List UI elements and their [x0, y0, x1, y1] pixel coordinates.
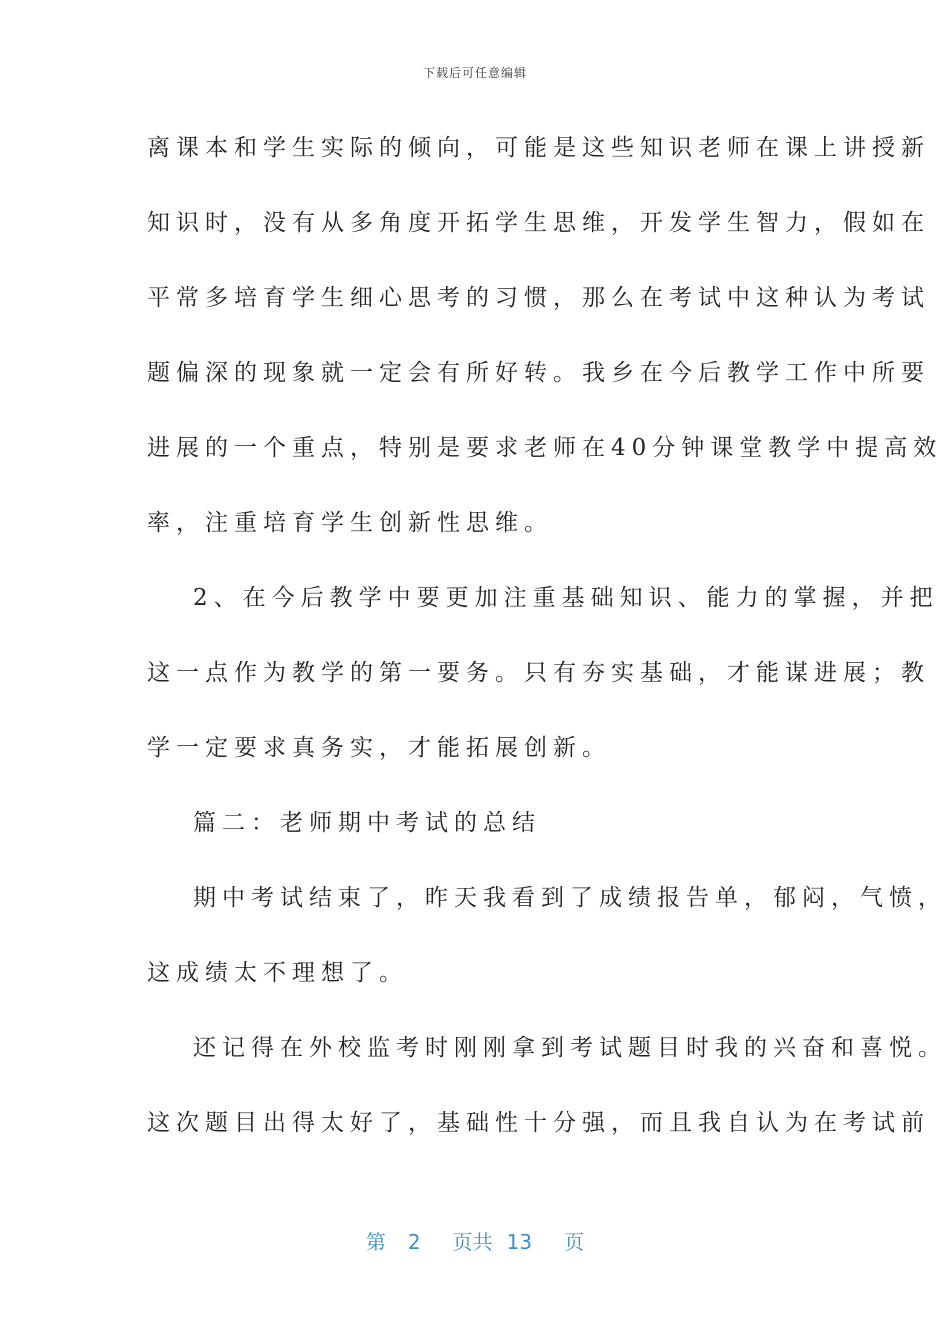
text-line: 平常多培育学生细心思考的习惯，那么在考试中这种认为考试	[147, 285, 930, 311]
paragraph-start: 期中考试结束了，昨天我看到了成绩报告单，郁闷，气愤，	[193, 885, 947, 911]
text-line: 题偏深的现象就一定会有所好转。我乡在今后教学工作中所要	[147, 360, 930, 386]
footer-label-page: 第	[365, 1230, 386, 1254]
document-body	[147, 128, 947, 1178]
page-header: 下载后可任意编辑	[422, 66, 527, 80]
text-line: 这一点作为教学的第一要务。只有夯实基础，才能谋进展；教	[147, 660, 930, 686]
footer-label-total-suffix: 页	[564, 1230, 585, 1254]
paragraph-start: 2、在今后教学中要更加注重基础知识、能力的掌握，并把	[193, 585, 939, 611]
footer-page-number: 2	[407, 1230, 421, 1254]
footer-total-pages: 13	[506, 1230, 533, 1254]
text-line: 这次题目出得太好了，基础性十分强，而且我自认为在考试前	[147, 1110, 930, 1136]
text-line: 知识时，没有从多角度开拓学生思维，开发学生智力，假如在	[147, 210, 930, 236]
text-line: 学一定要求真务实，才能拓展创新。	[147, 735, 611, 761]
text-line: 进展的一个重点，特别是要求老师在40分钟课堂教学中提高效	[147, 435, 943, 461]
section-heading: 篇二：老师期中考试的总结	[193, 810, 541, 836]
text-line: 离课本和学生实际的倾向，可能是这些知识老师在课上讲授新	[147, 135, 930, 161]
text-line: 率，注重培育学生创新性思维。	[147, 510, 553, 536]
text-line: 这成绩太不理想了。	[147, 960, 408, 986]
page-footer	[0, 1226, 950, 1255]
paragraph-start: 还记得在外校监考时刚刚拿到考试题目时我的兴奋和喜悦。	[193, 1035, 947, 1061]
footer-label-total-prefix: 页共	[452, 1230, 493, 1254]
